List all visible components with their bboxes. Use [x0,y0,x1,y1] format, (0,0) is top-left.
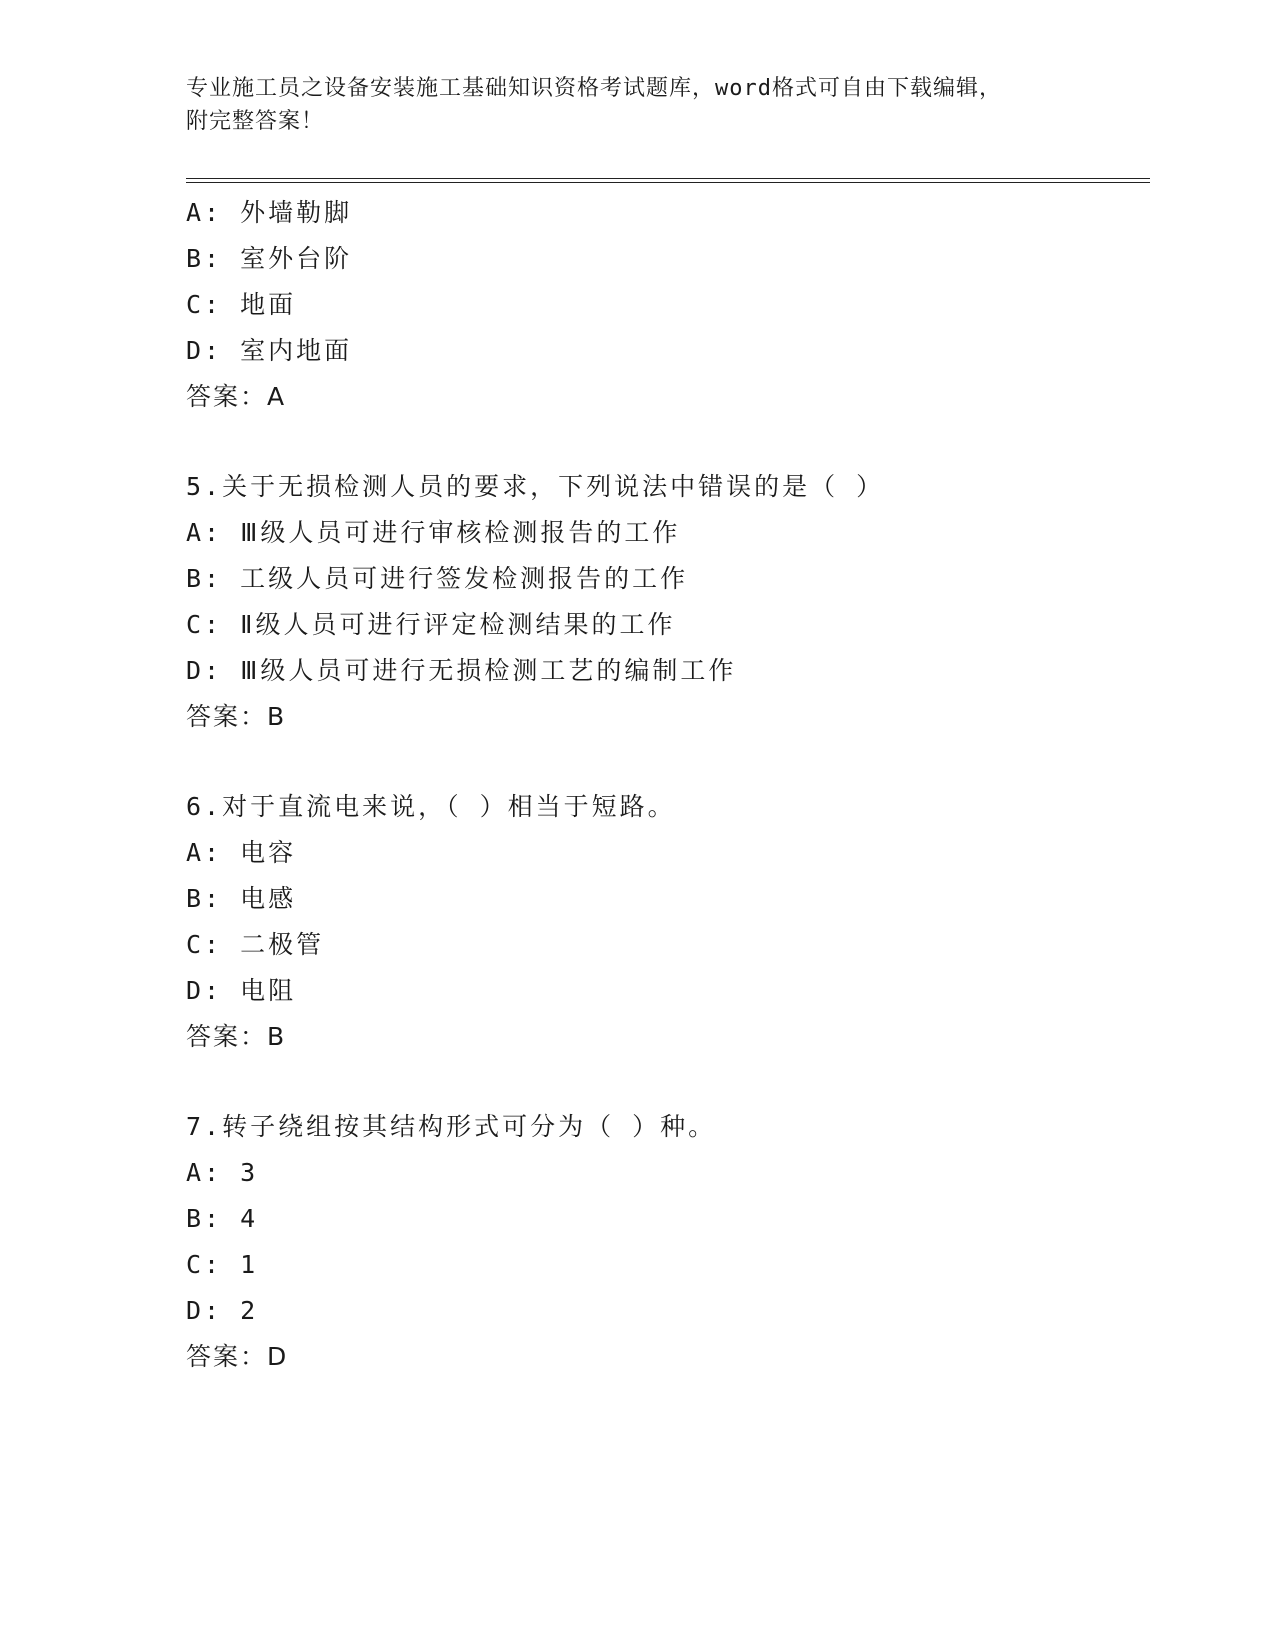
answer-line: 答案：B [186,702,287,731]
option-c: C: 二极管 [186,930,325,959]
header-divider-bottom [186,182,1150,183]
option-b: B: 电感 [186,884,297,913]
option-c: C: Ⅱ级人员可进行评定检测结果的工作 [186,610,676,639]
question-list [186,190,1146,1380]
option-d: D: 2 [186,1296,259,1325]
option-b: B: 工级人员可进行签发检测报告的工作 [186,564,689,593]
header-title-line-2: 附完整答案！ [186,109,325,134]
option-b: B: 4 [186,1204,259,1233]
question-text: 6.对于直流电来说，（ ）相当于短路。 [186,792,676,821]
option-d: D: 室内地面 [186,336,353,365]
answer-line: 答案：B [186,1022,287,1051]
question-block-4 [186,190,1146,420]
question-block-6 [186,784,1146,1060]
header-divider-top [186,178,1150,179]
header-title-line-1: 专业施工员之设备安装施工基础知识资格考试题库，word格式可自由下载编辑， [186,76,1002,101]
option-c: C: 1 [186,1250,259,1279]
option-d: D: 电阻 [186,976,297,1005]
question-text: 7.转子绕组按其结构形式可分为（ ）种。 [186,1112,717,1141]
option-a: A: 外墙勒脚 [186,198,353,227]
question-block-7 [186,1104,1146,1380]
option-c: C: 地面 [186,290,297,319]
option-d: D: Ⅲ级人员可进行无损检测工艺的编制工作 [186,656,737,685]
question-text: 5.关于无损检测人员的要求，下列说法中错误的是（ ） [186,472,885,501]
option-a: A: 3 [186,1158,259,1187]
question-block-5 [186,464,1146,740]
option-b: B: 室外台阶 [186,244,353,273]
answer-line: 答案：A [186,382,287,411]
option-a: A: Ⅲ级人员可进行审核检测报告的工作 [186,518,681,547]
answer-line: 答案：D [186,1342,289,1371]
document-header [186,72,1086,138]
option-a: A: 电容 [186,838,297,867]
